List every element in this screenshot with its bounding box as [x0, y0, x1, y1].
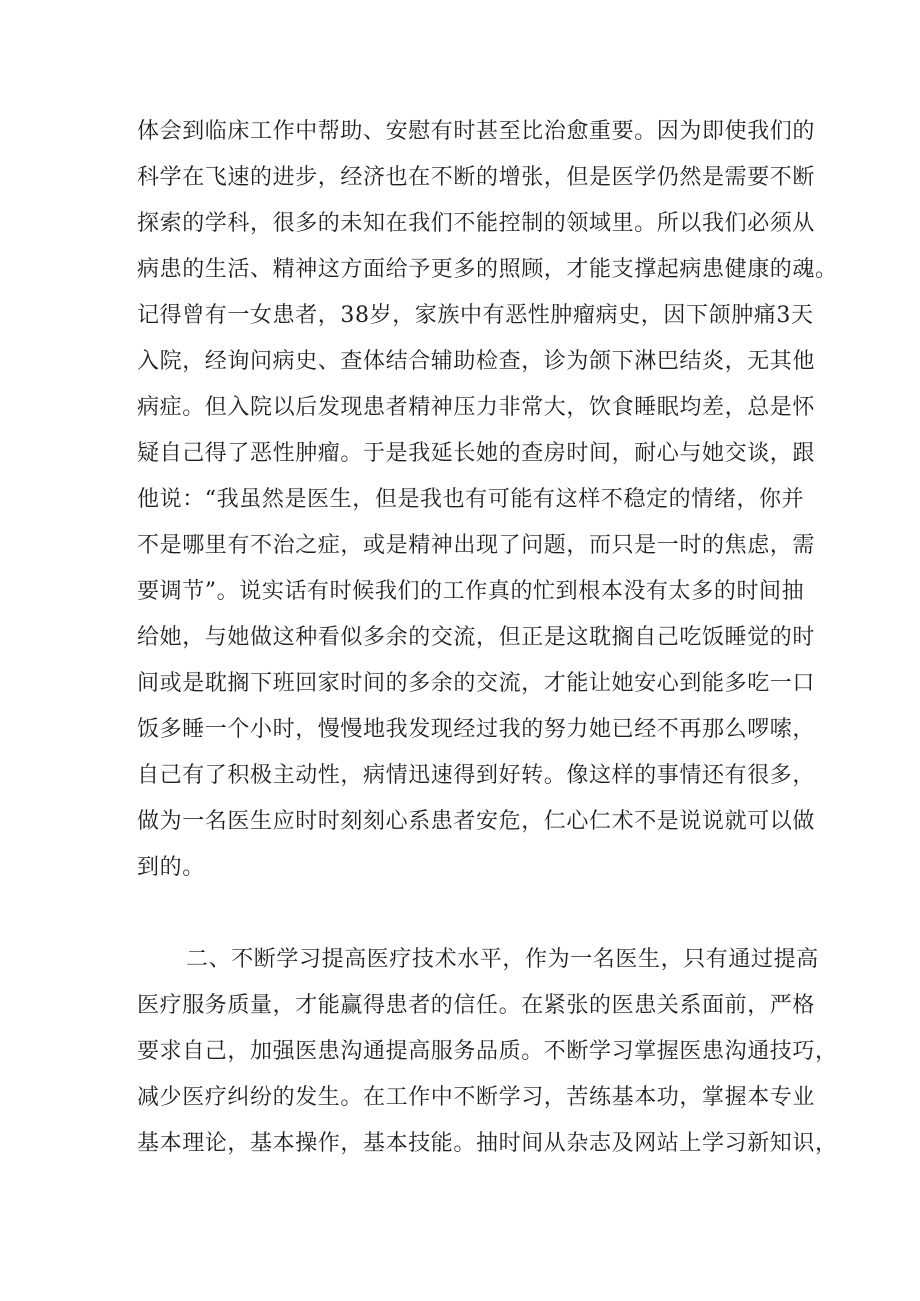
paragraph-line: 要调节”。说实话有时候我们的工作真的忙到根本没有太多的时间抽 [137, 579, 805, 604]
paragraph-line: 探索的学科，很多的未知在我们不能控制的领域里。所以我们必须从 [137, 211, 816, 236]
paragraph-line: 减少医疗纠纷的发生。在工作中不断学习，苦练基本功，掌握本专业 [137, 1085, 816, 1110]
paragraph-line: 基本理论，基本操作，基本技能。抽时间从杂志及网站上学习新知识， [137, 1131, 838, 1156]
paragraph-line: 入院，经询问病史、查体结合辅助检查，诊为颌下淋巴结炎，无其他 [137, 349, 816, 374]
paragraph-line: 给她，与她做这种看似多余的交流，但正是这耽搁自己吃饭睡觉的时 [137, 625, 816, 650]
paragraph-line: 自己有了积极主动性，病情迅速得到好转。像这样的事情还有很多， [137, 763, 816, 788]
paragraph-line: 疑自己得了恶性肿瘤。于是我延长她的查房时间，耐心与她交谈，跟 [137, 441, 816, 466]
section-heading-line: 二、不断学习提高医疗技术水平，作为一名医生，只有通过提高 [186, 947, 819, 972]
paragraph-line: 医疗服务质量，才能赢得患者的信任。在紧张的医患关系面前，严格 [137, 993, 816, 1018]
paragraph-line: 做为一名医生应时时刻刻心系患者安危，仁心仁术不是说说就可以做 [137, 809, 816, 834]
paragraph-line: 他说：“我虽然是医生，但是我也有可能有这样不稳定的情绪，你并 [137, 487, 805, 512]
paragraph-line: 体会到临床工作中帮助、安慰有时甚至比治愈重要。因为即使我们的 [137, 119, 816, 144]
paragraph-line: 记得曾有一女患者，38岁，家族中有恶性肿瘤病史，因下颌肿痛3天 [137, 303, 814, 328]
paragraph-line: 要求自己，加强医患沟通提高服务品质。不断学习掌握医患沟通技巧， [137, 1039, 838, 1064]
paragraph-line: 病症。但入院以后发现患者精神压力非常大，饮食睡眠均差，总是怀 [137, 395, 816, 420]
paragraph-line: 病患的生活、精神这方面给予更多的照顾，才能支撑起病患健康的魂。 [137, 257, 838, 282]
paragraph-line: 不是哪里有不治之症，或是精神出现了问题，而只是一时的焦虑，需 [137, 533, 816, 558]
paragraph-line: 饭多睡一个小时，慢慢地我发现经过我的努力她已经不再那么啰嗦， [137, 717, 816, 742]
paragraph-line-end: 到的。 [137, 855, 205, 880]
paragraph-line: 科学在飞速的进步，经济也在不断的增张，但是医学仍然是需要不断 [137, 165, 816, 190]
paragraph-line: 间或是耽搁下班回家时间的多余的交流，才能让她安心到能多吃一口 [137, 671, 816, 696]
